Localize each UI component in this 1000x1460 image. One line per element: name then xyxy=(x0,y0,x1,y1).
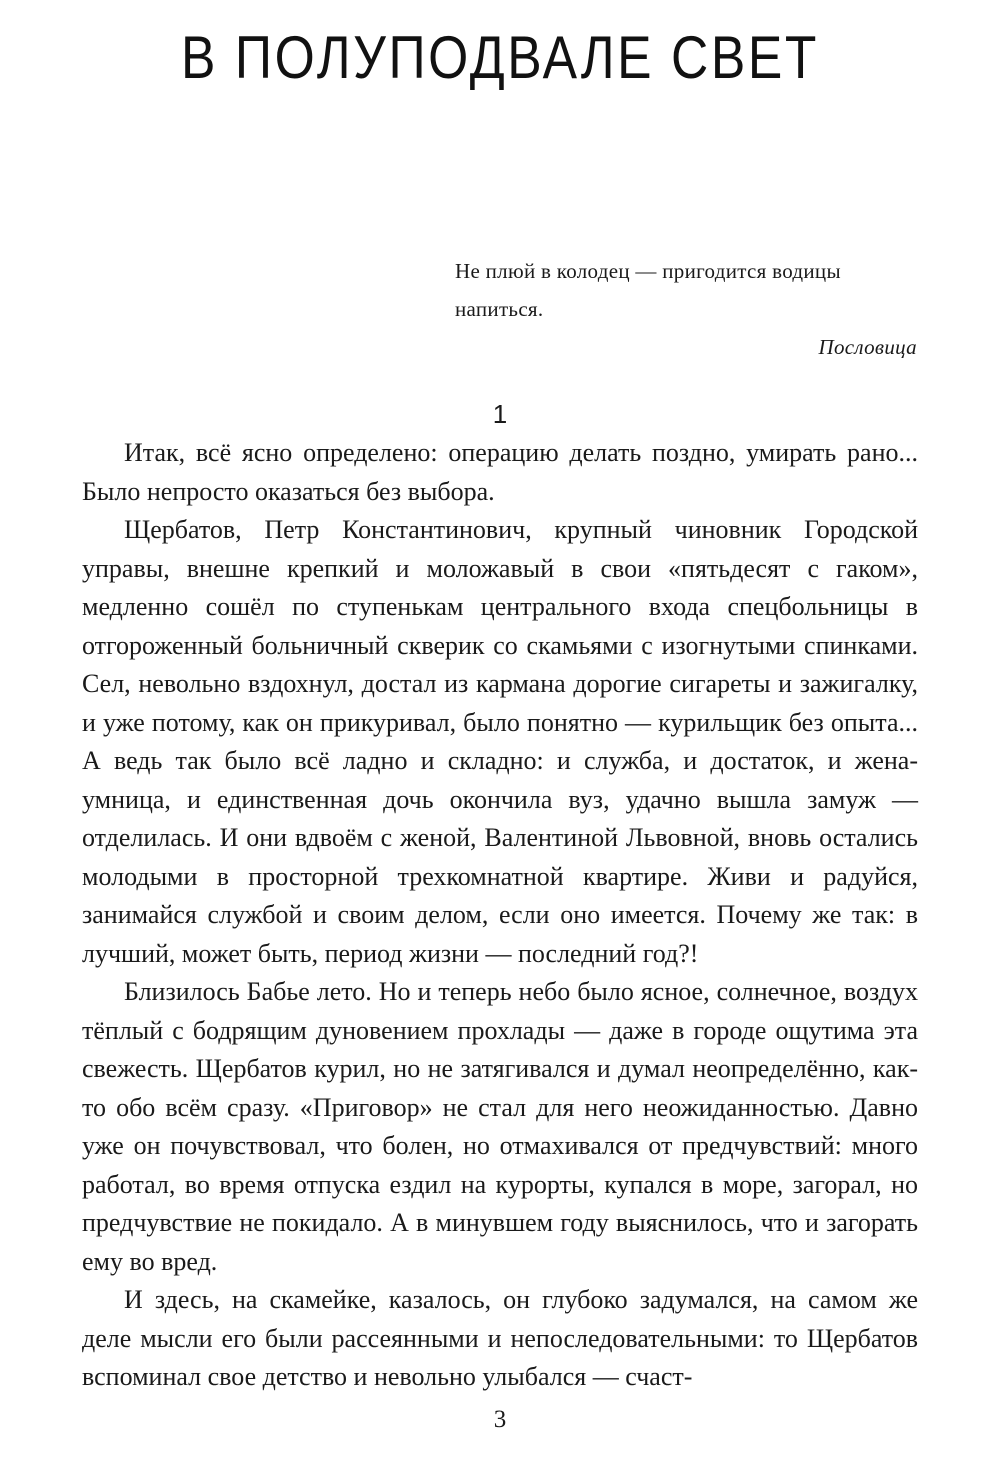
paragraph: Щербатов, Петр Константинович, крупный чиновник Городской управы, внешне крепкий и моложавый в свои «пятьдесят с гаком», медленно сошёл по ступенькам центрального входа спецбольницы в отгороженный больничный скверик со скамьями с изогнутыми спинками. Сел, невольно вздохнул, достал из кармана дорогие сигареты и зажигалку, и уже потому, как он прикуривал, было понятно — курильщик без опыта... А ведь так было всё ладно и складно: и служба, и достаток, и жена-умница, и единственная дочь окончила вуз, удачно вышла замуж — отделилась. И они вдвоём с женой, Валентиной Львовной, вновь остались молодыми в просторной трехкомнатной квартире. Живи и радуйся, занимайся службой и своим делом, если оно имеется. Почему же так: в лучший, может быть, период жизни — последний год?! xyxy=(82,515,918,968)
epigraph-quote: Не плюй в колодец — пригодится водицы напиться. xyxy=(455,259,841,321)
epigraph-source: Пословица xyxy=(818,335,917,359)
chapter-number: 1 xyxy=(492,399,508,429)
page-number: 3 xyxy=(493,1406,507,1433)
paragraph: Итак, всё ясно определено: операцию делать поздно, умирать рано... Было непросто оказаться без выбора. xyxy=(82,438,918,506)
page-title: В ПОЛУПОДВАЛЕ СВЕТ xyxy=(180,24,820,91)
body-text xyxy=(82,434,918,1397)
epigraph xyxy=(455,252,917,366)
paragraph: Близилось Бабье лето. Но и теперь небо было ясное, солнечное, воздух тёплый с бодрящим дуновением прохлады — даже в городе ощутима эта свежесть. Щербатов курил, но не затягивался и думал неопределённо, как-то обо всём сразу. «Приговор» не стал для него неожиданностью. Давно уже он почувствовал, что болен, но отмахивался от предчувствий: много работал, во время отпуска ездил на курорты, купался в море, загорал, но предчувствие не покидало. А в минувшем году выяснилось, что и загорать ему во вред. xyxy=(82,977,918,1276)
paragraph: И здесь, на скамейке, казалось, он глубоко задумался, на самом же деле мысли его были рассеянными и непоследовательными: то Щербатов вспоминал свое детство и невольно улыбался — счаст- xyxy=(82,1285,918,1391)
